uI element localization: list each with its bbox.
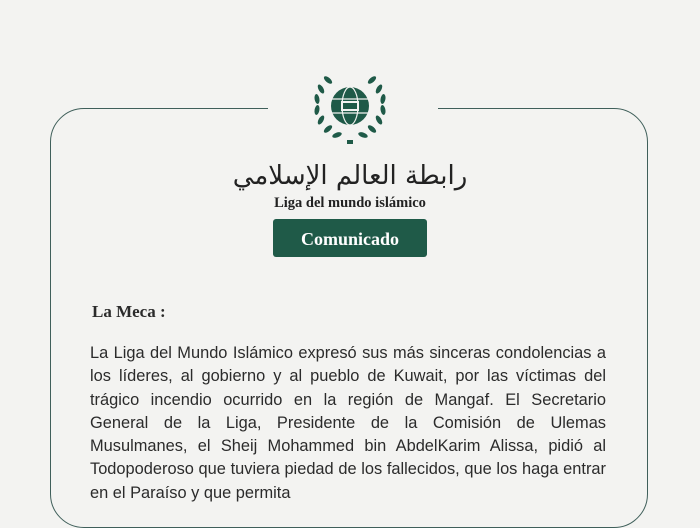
dateline: La Meca : bbox=[92, 302, 166, 321]
article-body: La Liga del Mundo Islámico expresó sus más sinceras condolencias a los líderes, al gobierno y al pueblo de Kuwait, por las víctimas del trágico incendio ocurrido en la región de Mangaf. El Secretario General de la Liga, Presidente de la Comisión de Ulemas Musulmanes, el Sheij Mohammed bin AbdelKarim Alissa, pidió al Todopoderoso que tuviera piedad de los fallecidos, que los haga entrar en el Paraíso y que permita bbox=[90, 344, 606, 502]
league-emblem-icon bbox=[311, 68, 389, 144]
arabic-logotype bbox=[232, 150, 468, 194]
svg-text:رابطة العالم الإسلامي: رابطة العالم الإسلامي bbox=[232, 161, 468, 191]
communique-badge: Comunicado bbox=[273, 219, 427, 257]
organization-name: Liga del mundo islámico bbox=[274, 195, 426, 211]
